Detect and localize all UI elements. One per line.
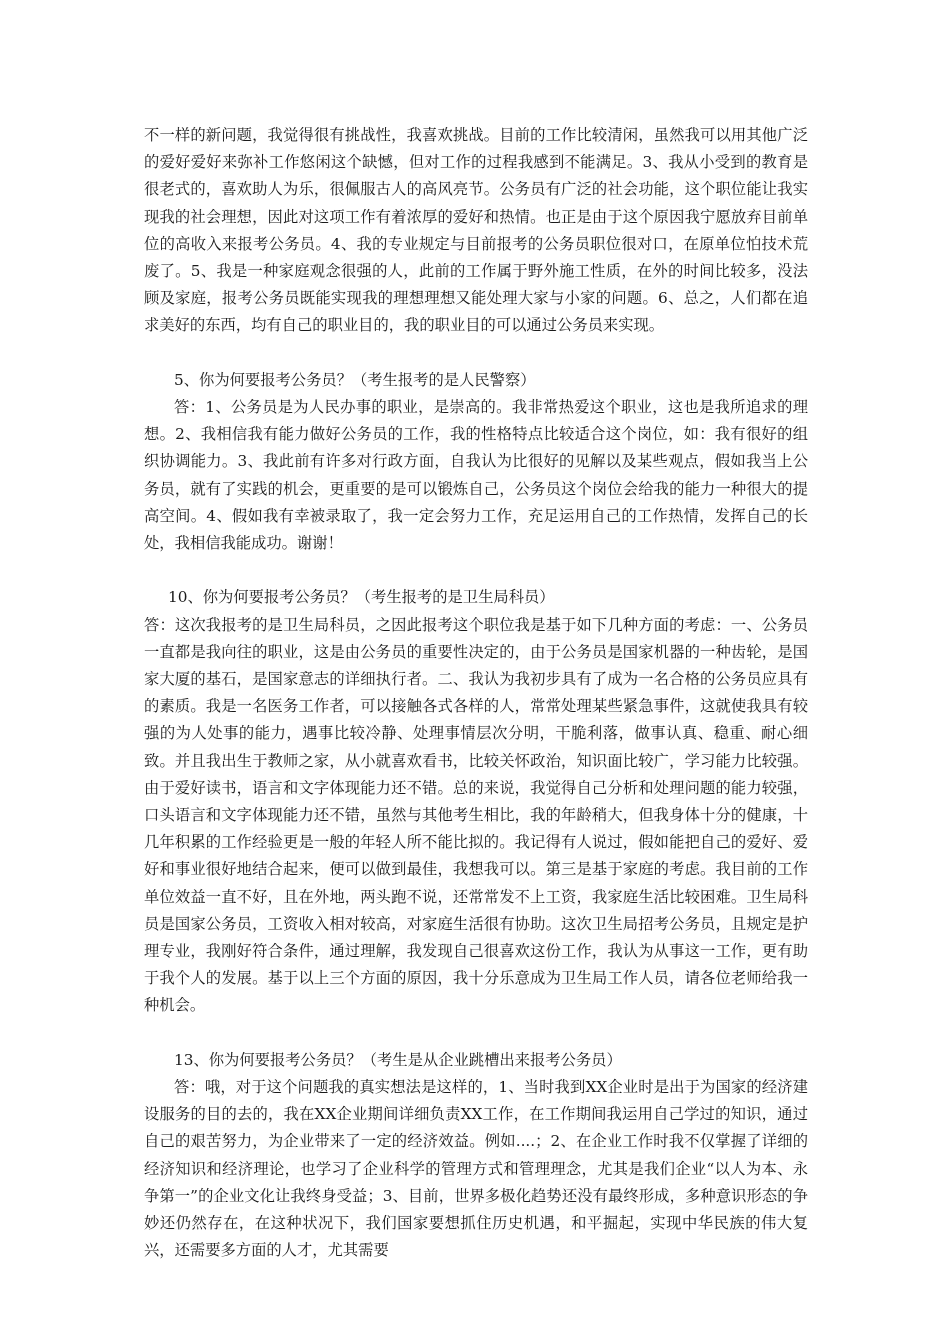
question-5-answer: 答：1、公务员是为人民办事的职业，是崇高的。我非常热爱这个职业，这也是我所追求的理想。2、我相信我有能力做好公务员的工作，我的性格特点比较适合这个岗位，如：我有很好的组织协调能力。3、我此前有许多对行政方面，自我认为比很好的见解以及某些观点，假如我当上公务员，就有了实践的机会，更重要的是可以锻炼自己，公务员这个岗位会给我的能力一种很大的提高空间。4、假如我有幸被录取了，我一定会努力工作，充足运用自己的工作热情，发挥自己的长处，我相信我能成功。谢谢！ bbox=[144, 398, 808, 553]
paragraph-gap bbox=[144, 1020, 808, 1047]
document-body bbox=[144, 122, 808, 1264]
question-10-heading: 10、你为何要报考公务员？（考生报考的是卫生局科员） bbox=[168, 588, 555, 607]
question-10-answer: 答：这次我报考的是卫生局科员，之因此报考这个职位我是基于如下几种方面的考虑：一、公务员一直都是我向往的职业，这是由公务员的重要性决定的，由于公务员是国家机器的一种齿轮，是国家大厦的基石，是国家意志的详细执行者。二、我认为我初步具有了成为一名合格的公务员应具有的素质。我是一名医务工作者，可以接触各式各样的人，常常处理某些紧急事件，这就使我具有较强的为人处事的能力，遇事比较冷静、处理事情层次分明，干脆利落，做事认真、稳重、耐心细致。并且我出生于教师之家，从小就喜欢看书，比较关怀政治，知识面比较广，学习能力比较强。由于爱好读书，语言和文字体现能力还不错。总的来说，我觉得自己分析和处理问题的能力较强，口头语言和文字体现能力还不错，虽然与其他考生相比，我的年龄稍大，但我身体十分的健康，十几年积累的工作经验更是一般的年轻人所不能比拟的。我记得有人说过，假如能把自己的爱好、爱好和事业很好地结合起来，便可以做到最佳，我想我可以。第三是基于家庭的考虑。我目前的工作单位效益一直不好，且在外地，两头跑不说，还常常发不上工资，我家庭生活比较困难。卫生局科员是国家公务员，工资收入相对较高，对家庭生活很有协助。这次卫生局招考公务员，且规定是护理专业，我刚好符合条件，通过理解，我发现自己很喜欢这份工作，我认为从事这一工作，更有助于我个人的发展。基于以上三个方面的原因，我十分乐意成为卫生局工作人员，请各位老师给我一种机会。 bbox=[144, 615, 808, 1015]
question-13-answer: 答：哦，对于这个问题我的真实想法是这样的，1、当时我到XX企业时是出于为国家的经济建设服务的目的去的，我在XX企业期间详细负责XX工作，在工作期间我运用自己学过的知识，通过自己的艰苦努力，为企业带来了一定的经济效益。例如....；2、在企业工作时我不仅掌握了详细的经济知识和经济理论，也学习了企业科学的管理方式和管理理念，尤其是我们企业“以人为本、永争第一”的企业文化让我终身受益；3、目前，世界多极化趋势还没有最终形成，多种意识形态的争妙还仍然存在，在这种状况下，我们国家要想抓住历史机遇，和平掘起，实现中华民族的伟大复兴，还需要多方面的人才，尤其需要 bbox=[144, 1078, 808, 1260]
question-5-heading: 5、你为何要报考公务员？（考生报考的是人民警察） bbox=[174, 370, 536, 389]
paragraph-gap bbox=[144, 557, 808, 584]
question-13-heading: 13、你为何要报考公务员？（考生是从企业跳槽出来报考公务员） bbox=[174, 1050, 622, 1069]
paragraph-gap bbox=[144, 340, 808, 367]
answer-paragraph-continued: 不一样的新问题，我觉得很有挑战性，我喜欢挑战。目前的工作比较清闲，虽然我可以用其他广泛的爱好爱好来弥补工作悠闲这个缺憾，但对工作的过程我感到不能满足。3、我从小受到的教育是很老式的，喜欢助人为乐，很佩服古人的高风亮节。公务员有广泛的社会功能，这个职位能让我实现我的社会理想，因此对这项工作有着浓厚的爱好和热情。也正是由于这个原因我宁愿放弃目前单位的高收入来报考公务员。4、我的专业规定与目前报考的公务员职位很对口，在原单位怕技术荒废了。5、我是一种家庭观念很强的人，此前的工作属于野外施工性质，在外的时间比较多，没法顾及家庭，报考公务员既能实现我的理想理想又能处理大家与小家的问题。6、总之，人们都在追求美好的东西，均有自己的职业目的，我的职业目的可以通过公务员来实现。 bbox=[144, 126, 808, 335]
